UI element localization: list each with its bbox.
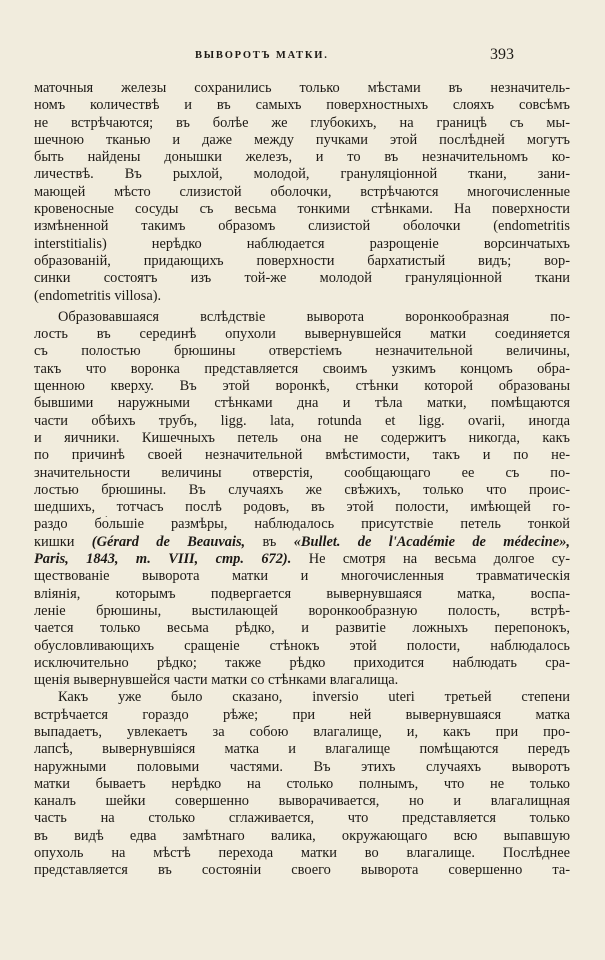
text-line: Образовавшаяся вслѣдствіе выворота воронкообразная по-: [58, 308, 570, 325]
paragraph: [34, 80, 570, 305]
text-line: щенія вывернувшейся части матки со стѣнками влагалища.: [34, 672, 399, 689]
text-line: чается только весьма рѣдко, и развитіе ложныхъ перепонокъ,: [34, 620, 570, 637]
text-line: (endometritis villosa).: [34, 287, 162, 304]
text-line: вліянія, которымъ подвергается вывернувшаяся матка, воспа-: [34, 585, 570, 602]
text-line: раздо бо́льшіе размѣры, наблюдалось присутствіе петель тонкой: [34, 516, 570, 533]
text-line: лость въ серединѣ опухоли вывернувшейся матки соединяется: [34, 326, 570, 343]
page-number: 393: [490, 46, 514, 63]
text-line: исключительно рѣдко; также рѣдко приходится наблюдать сра-: [34, 654, 570, 671]
body-text: [34, 80, 570, 880]
text-line: встрѣчается гораздо рѣже; при ней вывернувшаяся матка: [34, 706, 570, 723]
citation-line: [34, 534, 570, 551]
text-line: не встрѣчаются; въ болѣе же глубокихъ, на границѣ съ мы-: [34, 114, 570, 131]
text-line: interstitialis) нерѣдко наблюдается разрощеніе ворсинчатыхъ: [34, 235, 570, 252]
text-line: шедшихъ, тотчасъ послѣ родовъ, въ этой полости, имѣющей го-: [34, 499, 570, 516]
text-line: быть найдены донышки железъ, и то въ незначительномъ ко-: [34, 149, 570, 166]
text-line: лостью брюшины. Въ случаяхъ же свѣжихъ, только что проис-: [34, 481, 570, 498]
text-line: части обѣихъ трубъ, ligg. lata, rotunda et ligg. ovarii, иногда: [34, 412, 570, 429]
text-line: синки состоятъ изъ той-же молодой грануляціонной ткани: [34, 270, 570, 287]
text-line: ществованіе выворота матки и многочисленныя травматическія: [34, 568, 570, 585]
text-line: кровеносные сосуды съ весьма тонкими стѣнками. На поверхности: [34, 201, 570, 218]
text-span: кишки: [34, 533, 92, 550]
text-line: обусловливающихъ сращеніе стѣнокъ этой полости, наблюдалось: [34, 637, 570, 654]
text-line: матки бываетъ нерѣдко на столько полнымъ, что не только: [34, 775, 570, 792]
paragraph: [34, 689, 570, 879]
text-line: измѣненной такимъ образомъ слизистой оболочки (endometritis: [34, 218, 570, 235]
page-header: [0, 46, 605, 66]
text-span: Не смотря на весьма долгое су-: [291, 551, 570, 568]
text-line: каналъ шейки совершенно выворачивается, но и влагалищная: [34, 793, 570, 810]
text-line: опухоль на мѣстѣ перехода матки во влагалище. Послѣднее: [34, 845, 570, 862]
text-line: образованій, придающихъ поверхности бархатистый видъ; вор-: [34, 252, 570, 269]
text-line: номъ количествѣ и въ самыхъ поверхностныхъ слояхъ совсѣмъ: [34, 97, 570, 114]
text-line: наружными половыми частями. Въ этихъ случаяхъ выворотъ: [34, 758, 570, 775]
text-line: лапсѣ, вывернувшіяся матка и влагалище помѣщаются передъ: [34, 741, 570, 758]
text-line: и яичники. Кишечныхъ петель она не содержитъ никогда, какъ: [34, 429, 570, 446]
citation-reference: «Bullet. de l'Académie de médecine»,: [293, 533, 570, 550]
text-line: мающей мѣсто слизистой оболочки, встрѣчаются многочисленные: [34, 183, 570, 200]
text-line: личествѣ. Въ рыхлой, молодой, грануляціонной ткани, зани-: [34, 166, 570, 183]
text-line: такъ что воронка представляется своимъ узкимъ концомъ обра-: [34, 360, 570, 377]
text-line: выпадаетъ, увлекаетъ за собою влагалище, и, какъ при про-: [34, 723, 570, 740]
text-line: часть на столько сглаживается, что представляется только: [34, 810, 570, 827]
text-line: щенною кверху. Въ этой воронкѣ, стѣнки которой образованы: [34, 378, 570, 395]
citation-line: [34, 551, 570, 568]
text-line: съ полостью брюшины отверстіемъ незначительной величины,: [34, 343, 570, 360]
citation-reference: Paris, 1843, т. VIII, стр. 672).: [34, 551, 292, 568]
text-line: значительности величины отверстія, сообщающаго ее съ по-: [34, 464, 570, 481]
paragraph: [34, 309, 570, 690]
citation-reference: (Gérard de Beauvais,: [91, 533, 246, 550]
text-line: бывшими наружными стѣнками дна и тѣла матки, помѣщаются: [34, 395, 570, 412]
text-line: шечною тканью и даже между пучками этой послѣдней могутъ: [34, 131, 570, 148]
text-line: по причинѣ своей незначительной вмѣстимости, такъ и по не-: [34, 447, 570, 464]
text-span: въ: [245, 533, 294, 550]
text-line: Какъ уже было сказано, inversio uteri третьей степени: [58, 689, 570, 706]
text-line: представляется въ состояніи своего выворота совершенно та-: [34, 862, 570, 879]
text-line: леніе брюшины, выстилающей воронкообразную полость, встрѣ-: [34, 602, 570, 619]
text-line: въ видѣ едва замѣтнаго валика, окружающаго всю выпавшую: [34, 827, 570, 844]
text-line: маточныя железы сохранились только мѣстами въ незначитель-: [34, 80, 570, 96]
running-title: ВЫВОРОТЪ МАТКИ.: [195, 50, 329, 61]
